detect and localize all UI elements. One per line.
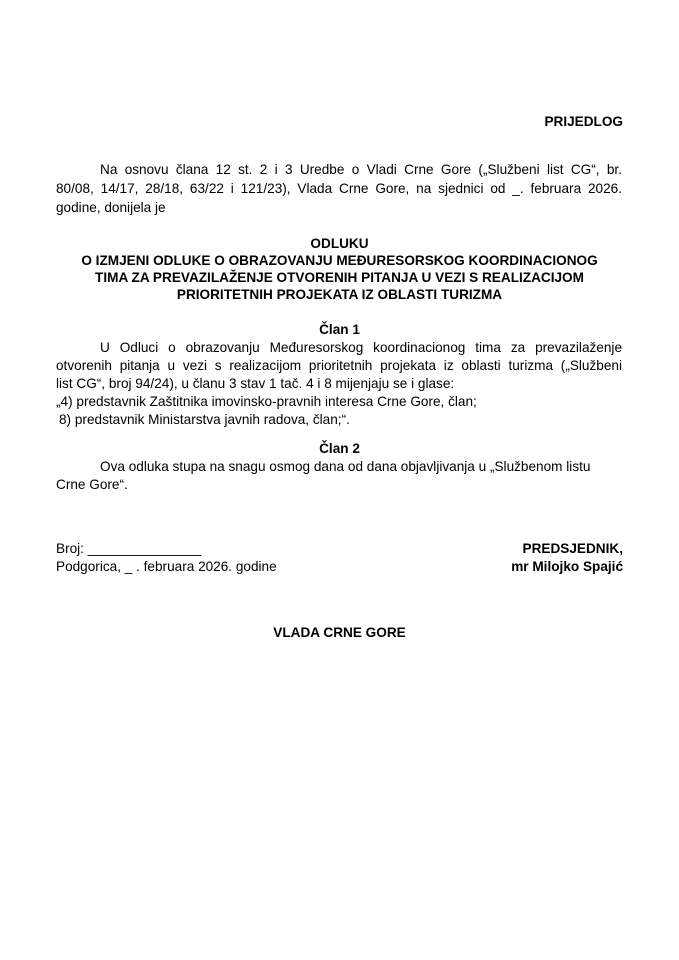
signatory-title: PREDSJEDNIK, [522,541,623,556]
article-1-heading: Član 1 [319,322,360,337]
article-2-line-1: Ova odluka stupa na snagu osmog dana od dana objavljivanja u „Službenom listu [100,459,591,474]
title-line-2: O IZMJENI ODLUKE O OBRAZOVANJU MEĐURESORSKOG KOORDINACIONOG [81,253,598,268]
preamble-line-3: godine, donijela je [56,200,166,215]
government-name: VLADA CRNE GORE [273,625,406,640]
title-line-4: PRIORITETNIH PROJEKATA IZ OBLASTI TURIZMA [176,287,503,302]
article-2-heading: Član 2 [319,441,360,456]
proposal-label: PRIJEDLOG [544,114,623,129]
article-2-line-2: Crne Gore“. [56,477,128,492]
place-date: Podgorica, _ . februara 2026. godine [56,559,277,574]
preamble-line-2: 80/08, 14/17, 28/18, 63/22 i 121/23), Vlada Crne Gore, na sjednici od _. februara 2026. [56,181,622,196]
title-line-3: TIMA ZA PREVAZILAŽENJE OTVORENIH PITANJA U VEZI S REALIZACIJOM [95,270,584,285]
article-1-line-2: otvorenih pitanja u vezi s realizacijom prioritetnih projekata iz oblasti turizma („Službeni [56,358,622,373]
article-1-item-8: 8) predstavnik Ministarstva javnih radova, član;“. [59,412,350,427]
title-line-1: ODLUKU [310,236,369,251]
article-1-item-4: „4) predstavnik Zaštitnika imovinsko-pravnih interesa Crne Gore, član; [56,394,477,409]
signatory-name: mr Milojko Spajić [511,559,623,574]
article-1-line-3: list CG“, broj 94/24), u članu 3 stav 1 tač. 4 i 8 mijenjaju se i glase: [56,376,455,391]
article-1-line-1: U Odluci o obrazovanju Međuresorskog koordinacionog tima za prevazilaženje [100,340,622,355]
preamble-line-1: Na osnovu člana 12 st. 2 i 3 Uredbe o Vladi Crne Gore („Službeni list CG“, br. [100,162,622,177]
reference-number: Broj: _______________ [56,541,202,556]
